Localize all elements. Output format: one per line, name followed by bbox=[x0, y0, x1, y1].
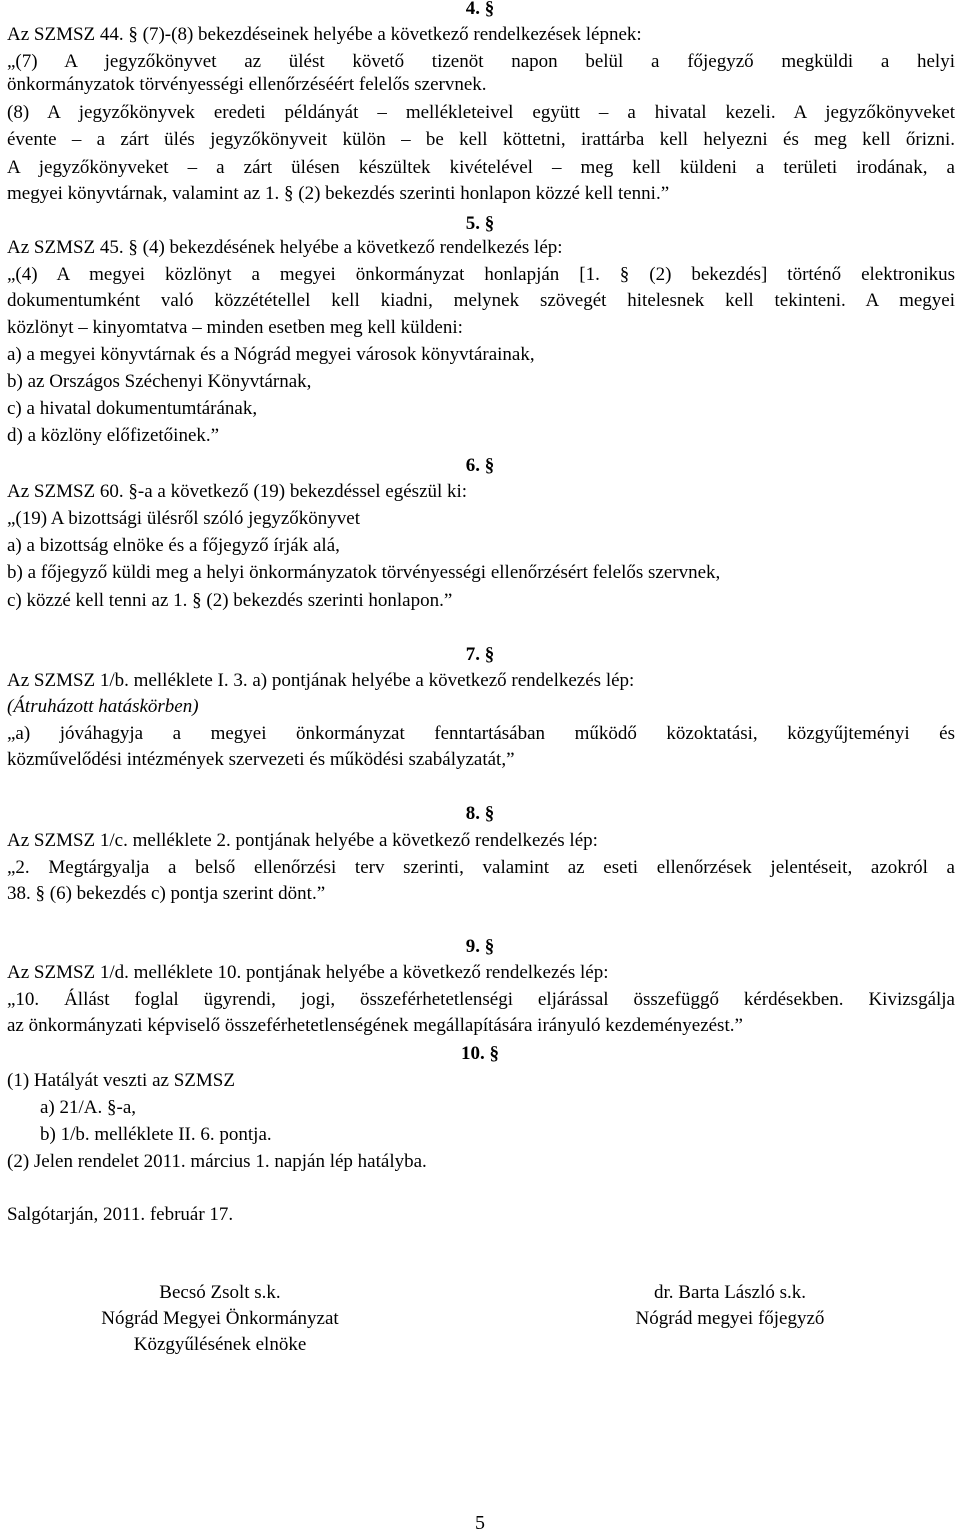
paragraph: (8) A jegyzőkönyvek eredeti példányát – mellékleteivel együtt – a hivatal kezeli. A jegyzőkönyveket bbox=[7, 102, 955, 123]
paragraph: évente – a zárt ülés jegyzőkönyveit külön – be kell köttetni, irattárba kell helyezni és meg kell őrizni. bbox=[7, 129, 955, 150]
list-item: a) a bizottság elnöke és a főjegyző írják alá, bbox=[7, 535, 340, 556]
italic-note: (Átruházott hatáskörben) bbox=[7, 696, 199, 717]
list-item: c) közzé kell tenni az 1. § (2) bekezdés szerinti honlapon.” bbox=[7, 590, 453, 611]
paragraph: megyei könyvtárnak, valamint az 1. § (2) bekezdés szerinti honlapon közzé kell tenni.” bbox=[7, 183, 670, 204]
paragraph: „(4) A megyei közlönyt a megyei önkormányzat honlapján [1. § (2) bekezdés] történő elektronikus bbox=[7, 264, 955, 285]
page-number: 5 bbox=[475, 1512, 485, 1534]
list-item: b) 1/b. melléklete II. 6. pontja. bbox=[40, 1124, 272, 1145]
signature-left bbox=[60, 1280, 380, 1358]
section-heading-9: 9. § bbox=[465, 936, 495, 957]
section-heading-4: 4. § bbox=[465, 0, 495, 19]
list-item: a) a megyei könyvtárnak és a Nógrád megyei városok könyvtárainak, bbox=[7, 344, 535, 365]
signer-title: Nógrád Megyei Önkormányzat bbox=[101, 1308, 339, 1329]
paragraph: Az SZMSZ 60. §-a a következő (19) bekezdéssel egészül ki: bbox=[7, 481, 468, 502]
paragraph: „10. Állást foglal ügyrendi, jogi, összeférhetetlenségi eljárással összefüggő kérdésekben. Kivizsgálja bbox=[7, 989, 955, 1010]
section-heading-8: 8. § bbox=[465, 803, 495, 824]
place-date: Salgótarján, 2011. február 17. bbox=[7, 1204, 234, 1225]
list-item: a) 21/A. §-a, bbox=[40, 1097, 137, 1118]
list-item: c) a hivatal dokumentumtárának, bbox=[7, 398, 258, 419]
section-heading-7: 7. § bbox=[465, 644, 495, 665]
paragraph: dokumentumként való közzététellel kell kiadni, melynek szövegét hitelesnek kell tekinteni. A megyei bbox=[7, 290, 955, 311]
paragraph: (1) Hatályát veszti az SZMSZ bbox=[7, 1070, 235, 1091]
list-item: b) az Országos Széchenyi Könyvtárnak, bbox=[7, 371, 312, 392]
paragraph: „(19) A bizottsági ülésről szóló jegyzőkönyvet bbox=[7, 508, 361, 529]
paragraph: közművelődési intézmények szervezeti és működési szabályzatát,” bbox=[7, 749, 515, 770]
paragraph: „(7) A jegyzőkönyvet az ülést követő tizenöt napon belül a főjegyző megküldi a helyi bbox=[7, 51, 955, 72]
paragraph: Az SZMSZ 1/d. melléklete 10. pontjának helyébe a következő rendelkezés lép: bbox=[7, 962, 609, 983]
paragraph: közlönyt – kinyomtatva – minden esetben meg kell küldeni: bbox=[7, 317, 463, 338]
section-heading-6: 6. § bbox=[465, 455, 495, 476]
paragraph: 38. § (6) bekezdés c) pontja szerint dönt.” bbox=[7, 883, 326, 904]
paragraph: A jegyzőkönyveket – a zárt ülésen készültek kivételével – meg kell küldeni a területi irodának, a bbox=[7, 157, 955, 178]
paragraph: „a) jóváhagyja a megyei önkormányzat fenntartásában működő közoktatási, közgyűjteményi és bbox=[7, 723, 955, 744]
signer-title: Nógrád megyei főjegyző bbox=[635, 1308, 825, 1329]
paragraph: Az SZMSZ 1/c. melléklete 2. pontjának helyébe a következő rendelkezés lép: bbox=[7, 830, 598, 851]
paragraph: önkormányzatok törvényességi ellenőrzéséért felelős szervnek. bbox=[7, 74, 487, 95]
paragraph: (2) Jelen rendelet 2011. március 1. napján lép hatályba. bbox=[7, 1151, 427, 1172]
signature-right bbox=[580, 1280, 880, 1332]
section-heading-5: 5. § bbox=[465, 213, 495, 234]
list-item: b) a főjegyző küldi meg a helyi önkormányzatok törvényességi ellenőrzésért felelős szervnek, bbox=[7, 562, 721, 583]
paragraph: Az SZMSZ 45. § (4) bekezdésének helyébe a következő rendelkezés lép: bbox=[7, 237, 563, 258]
paragraph: Az SZMSZ 1/b. melléklete I. 3. a) pontjának helyébe a következő rendelkezés lép: bbox=[7, 670, 635, 691]
signer-name: Becsó Zsolt s.k. bbox=[159, 1282, 281, 1303]
section-heading-10: 10. § bbox=[461, 1043, 499, 1064]
paragraph: Az SZMSZ 44. § (7)-(8) bekezdéseinek helyébe a következő rendelkezések lépnek: bbox=[7, 24, 642, 45]
signer-name: dr. Barta László s.k. bbox=[654, 1282, 806, 1303]
signer-title: Közgyűlésének elnöke bbox=[133, 1334, 307, 1355]
paragraph: az önkormányzati képviselő összeférhetetlenségének megállapítására irányuló kezdeményezést.” bbox=[7, 1015, 743, 1036]
list-item: d) a közlöny előfizetőinek.” bbox=[7, 425, 220, 446]
paragraph: „2. Megtárgyalja a belső ellenőrzési terv szerinti, valamint az eseti ellenőrzések jelentéseit, azokról a bbox=[7, 857, 955, 878]
